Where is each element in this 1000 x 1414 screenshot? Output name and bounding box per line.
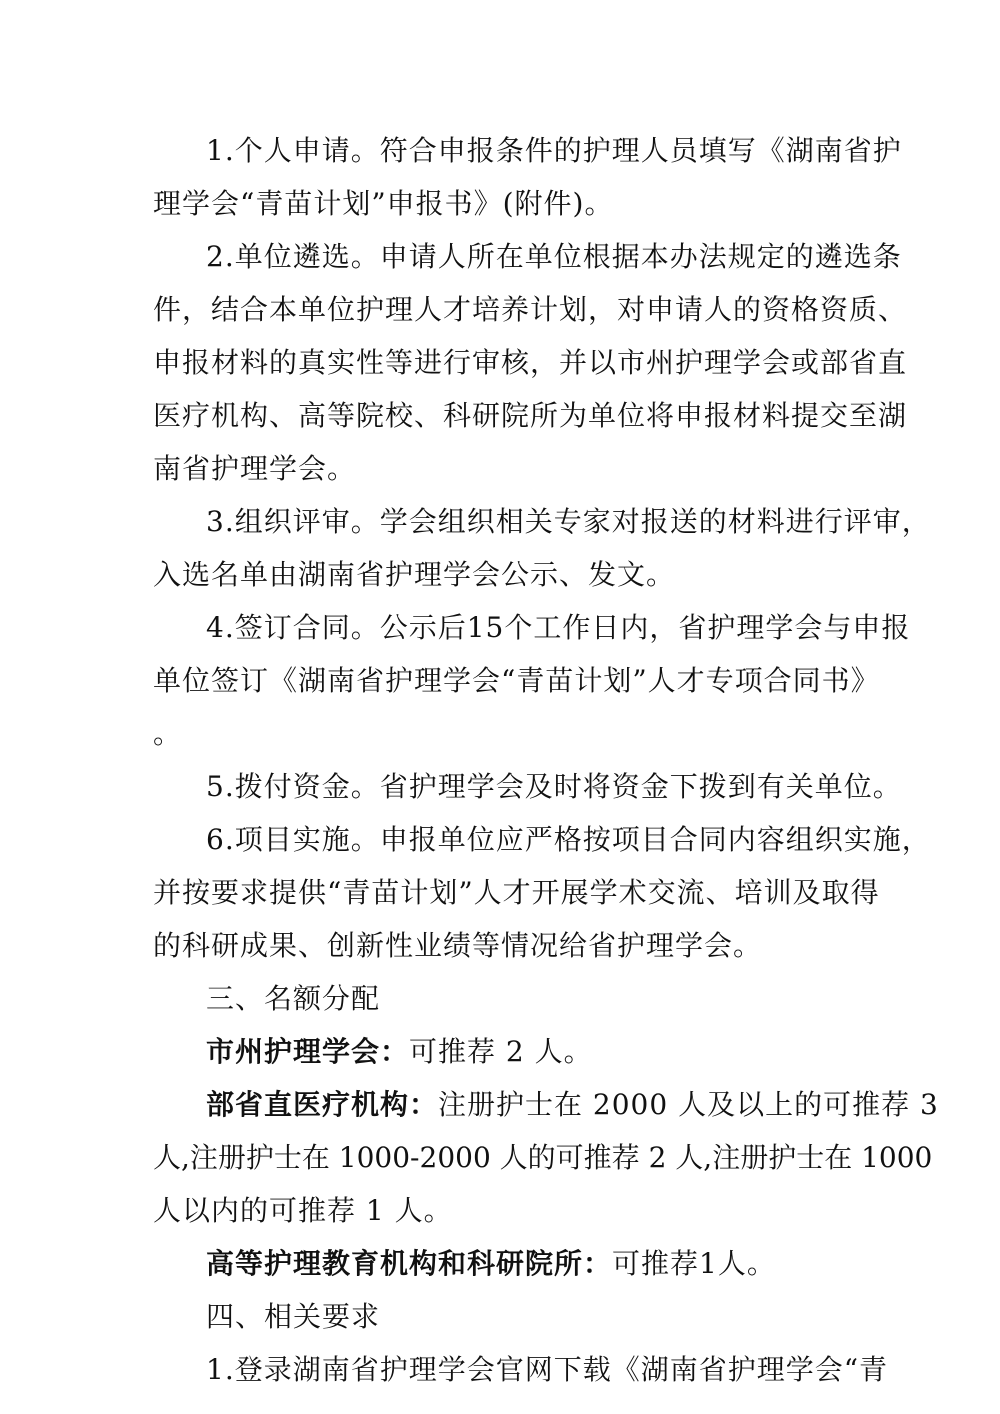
quota-city-label: 市州护理学会： bbox=[206, 1035, 410, 1068]
quota-hospital-label: 部省直医疗机构： bbox=[206, 1088, 439, 1121]
text-line-10: 4.签订合同。公示后15个工作日内，省护理学会与申报 bbox=[206, 611, 911, 644]
text-line-16: 的科研成果、创新性业绩等情况给省护理学会。 bbox=[153, 929, 763, 962]
text-line-4: 件，结合本单位护理人才培养计划，对申请人的资格资质、 bbox=[153, 293, 908, 326]
quota-city bbox=[206, 1032, 906, 1072]
text-line-14: 6.项目实施。申报单位应严格按项目合同内容组织实施， bbox=[206, 823, 931, 856]
text-line-2: 理学会“青苗计划”申报书》(附件)。 bbox=[153, 187, 614, 220]
text-line-1: 1.个人申请。符合申报条件的护理人员填写《湖南省护 bbox=[206, 134, 902, 167]
quota-city-text: 可推荐 2 人。 bbox=[409, 1035, 593, 1068]
text-line-15: 并按要求提供“青苗计划”人才开展学术交流、培训及取得 bbox=[153, 876, 880, 909]
text-line-5: 申报材料的真实性等进行审核，并以市州护理学会或部省直 bbox=[153, 346, 908, 379]
quota-hospital-line-3: 人以内的可推荐 1 人。 bbox=[153, 1194, 453, 1227]
text-line-9: 入选名单由湖南省护理学会公示、发文。 bbox=[153, 558, 676, 591]
text-line-12: 。 bbox=[153, 717, 183, 750]
text-line-8: 3.组织评审。学会组织相关专家对报送的材料进行评审， bbox=[206, 505, 931, 538]
text-line-3: 2.单位遴选。申请人所在单位根据本办法规定的遴选条 bbox=[206, 240, 902, 273]
requirement-line-1: 1.登录湖南省护理学会官网下载《湖南省护理学会“青 bbox=[206, 1353, 889, 1386]
quota-edu bbox=[206, 1244, 906, 1284]
text-line-11: 单位签订《湖南省护理学会“青苗计划”人才专项合同书》 bbox=[153, 664, 880, 697]
quota-edu-text: 可推荐1人。 bbox=[612, 1247, 776, 1280]
quota-hospital-text: 注册护士在 2000 人及以上的可推荐 3 bbox=[438, 1088, 939, 1121]
section-heading-3: 三、名额分配 bbox=[206, 982, 381, 1015]
text-line-6: 医疗机构、高等院校、科研院所为单位将申报材料提交至湖 bbox=[153, 399, 908, 432]
quota-hospital-line-2: 人,注册护士在 1000-2000 人的可推荐 2 人,注册护士在 1000 bbox=[153, 1141, 933, 1174]
quota-edu-label: 高等护理教育机构和科研院所： bbox=[206, 1247, 613, 1280]
section-heading-4: 四、相关要求 bbox=[206, 1300, 381, 1333]
text-line-7: 南省护理学会。 bbox=[153, 452, 357, 485]
quota-hospital bbox=[206, 1085, 939, 1125]
text-line-13: 5.拨付资金。省护理学会及时将资金下拨到有关单位。 bbox=[206, 770, 902, 803]
